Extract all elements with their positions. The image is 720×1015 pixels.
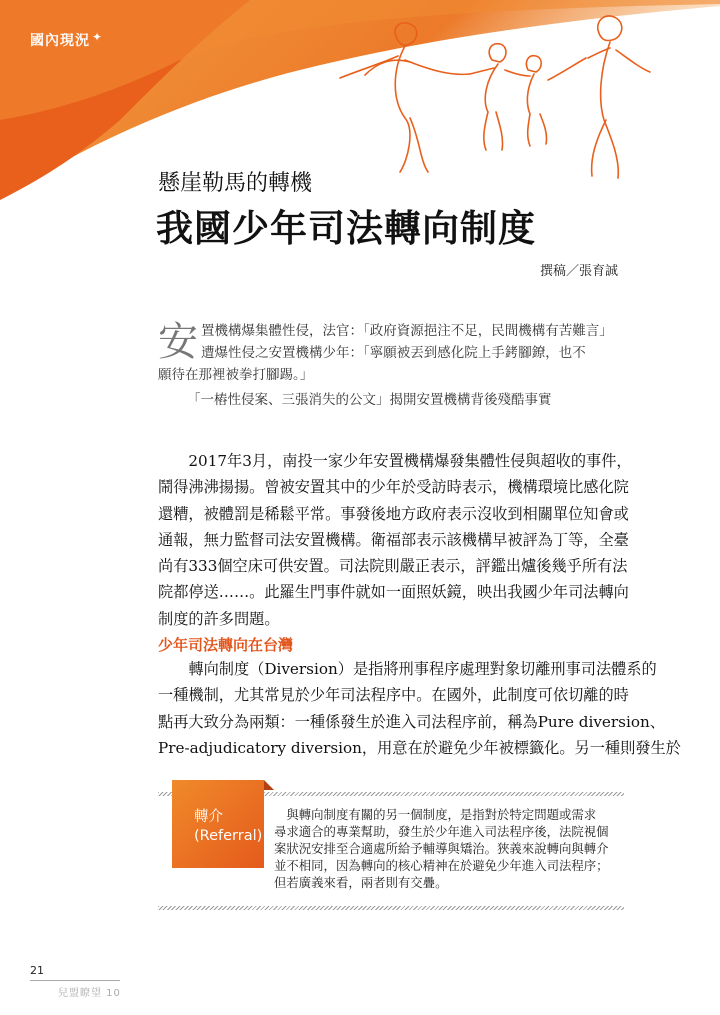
sidebar-bottom-rule xyxy=(158,906,624,910)
intro-line: 置機構爆集體性侵，法官：「政府資源挹注不足，民間機構有苦難言」 xyxy=(201,323,613,339)
sidebar-line: 並不相同，因為轉向的核心精神在於避免少年進入司法程序； xyxy=(274,858,609,873)
article-subtitle: 懸崖勒馬的轉機 xyxy=(158,171,313,196)
footer-divider xyxy=(30,980,120,981)
article-title: 我國少年司法轉向制度 xyxy=(156,207,536,250)
intro-line: 遭爆性侵之安置機構少年：「寧願被丟到感化院上手銬腳鐐，也不 xyxy=(201,345,586,361)
sidebar-label-line: 轉介 xyxy=(194,809,223,825)
paragraph-line: 還糟，被體罰是稀鬆平常。事發後地方政府表示沒收到相關單位知會或 xyxy=(158,504,629,523)
sidebar-line: 但若廣義來看，兩者則有交疊。 xyxy=(274,875,448,890)
page-number: 21 xyxy=(30,964,44,977)
sidebar-line: 與轉向制度有關的另一個制度，是指對於特定問題或需求 xyxy=(274,807,597,822)
intro-quote xyxy=(158,320,624,411)
referral-sidebar xyxy=(158,780,624,910)
sparkle-icon: ✦ xyxy=(92,30,104,44)
section-tag xyxy=(30,30,103,50)
sidebar-label-tab xyxy=(172,780,264,868)
sidebar-label-line: (Referral) xyxy=(194,828,263,844)
article-author: 撰稿／張育誠 xyxy=(539,264,618,279)
section-tag-label: 國內現況 xyxy=(30,33,90,49)
paragraph-line: 點再大致分為兩類：一種係發生於進入司法程序前，稱為Pure diversion、 xyxy=(158,712,665,731)
paragraph-line: 尚有333個空床可供安置。司法院則嚴正表示，評鑑出爐後幾乎所有法 xyxy=(158,557,628,576)
paragraph-line: 2017年3月，南投一家少年安置機構爆發集體性侵與超收的事件， xyxy=(158,452,632,470)
paragraph-line: 院都停送……。此羅生門事件就如一面照妖鏡，映出我國少年司法轉向 xyxy=(158,583,629,602)
paragraph-line: Pre-adjudicatory diversion，用意在於避免少年被標籤化。另一種則發生於 xyxy=(158,738,681,757)
drop-cap: 安 xyxy=(158,319,198,365)
section-heading: 少年司法轉向在台灣 xyxy=(158,636,294,654)
paragraph-line: 通報，無力監督司法安置機構。衛福部表示該機構早被評為丁等，全臺 xyxy=(158,530,629,549)
paragraph-line: 制度的許多問題。 xyxy=(158,609,280,628)
sidebar-text xyxy=(274,806,622,891)
paragraph-line: 一種機制，尤其常見於少年司法程序中。在國外，此制度可依切離的時 xyxy=(158,686,629,705)
magazine-name: 兒盟瞭望 10 xyxy=(58,988,121,999)
sidebar-line: 案狀況安排至合適處所給予輔導與矯治。狹義來說轉向與轉介 xyxy=(274,841,609,856)
paragraph-2 xyxy=(158,656,681,761)
sidebar-label xyxy=(194,808,262,846)
intro-line: 願待在那裡被拳打腳踢。」 xyxy=(158,367,314,383)
intro-source: 「一樁性侵案、三張消失的公文」揭開安置機構背後殘酷事實 xyxy=(187,392,552,408)
paragraph-1 xyxy=(158,448,632,632)
paragraph-line: 鬧得沸沸揚揚。曾被安置其中的少年於受訪時表示，機構環境比感化院 xyxy=(158,478,629,497)
paragraph-line: 轉向制度（Diversion）是指將刑事程序處理對象切離刑事司法體系的 xyxy=(158,660,657,678)
sidebar-line: 尋求適合的專業幫助，發生於少年進入司法程序後，法院視個 xyxy=(274,824,609,839)
